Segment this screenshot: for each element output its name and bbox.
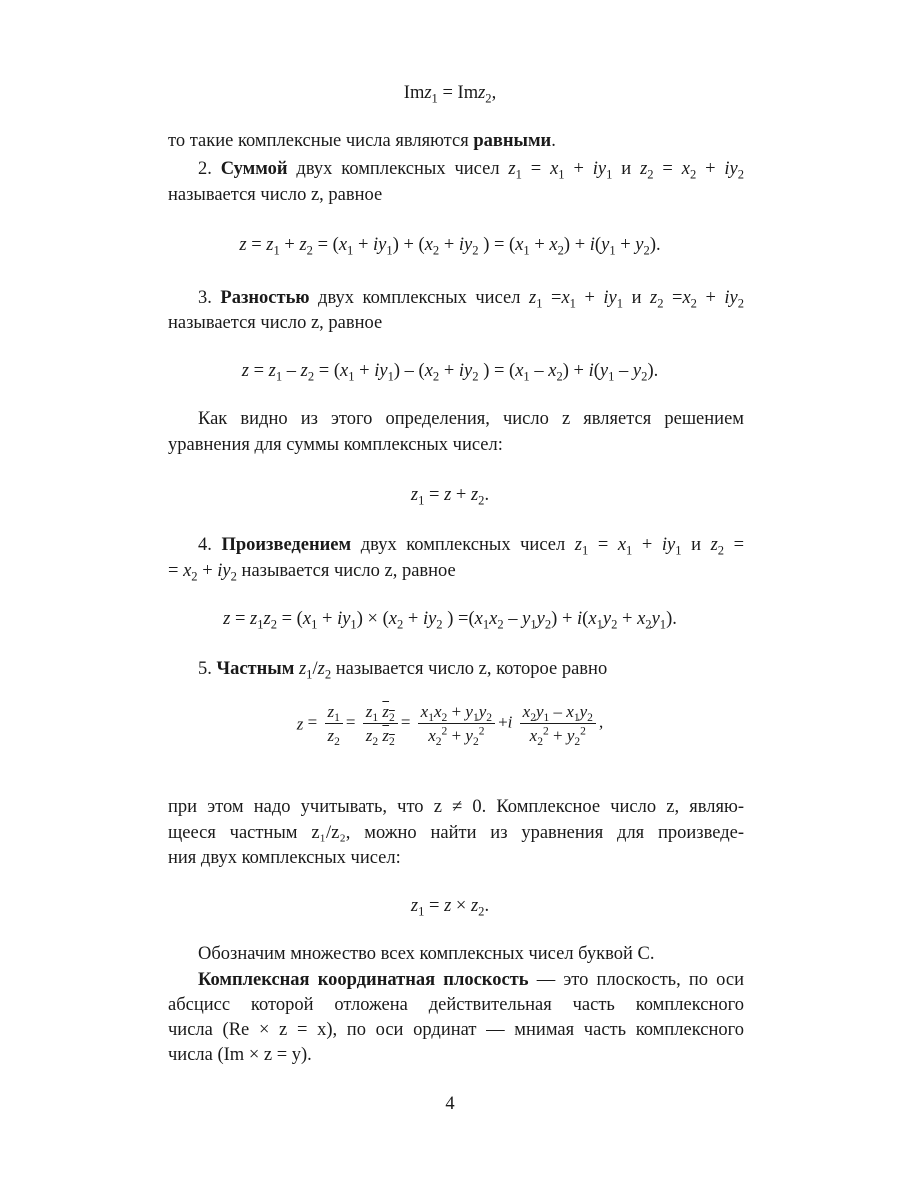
paragraph-seen-2: уравнения для суммы комплексных чисел: [168,435,503,455]
formula-im-equality: Imz$_1$ = Imz$_2$, [403,83,497,106]
paragraph-seen-1: Как видно из этого определения, число z является решением [198,409,744,429]
paragraph-sum-called: называется число z, равное [168,185,383,205]
paragraph-plane-1: Комплексная координатная плоскость — это плоскость, по оси [198,970,744,990]
paragraph-note-1: при этом надо учитывать, что z ≠ 0. Комплексное число z, являю- [168,797,744,817]
paragraph-diff-called: называется число z, равное [168,313,383,333]
paragraph-plane-3: числа (Re × z = x), по оси ординат — мнимая часть комплексного [168,1020,744,1040]
paragraph-product-called: = $x_2 + iy_2$ называется число z, равное [168,561,456,584]
formula-z1-product: $z_1 = z \times z_2$. [410,896,490,919]
page-number: 4 [445,1094,455,1114]
paragraph-product-definition: 4. Произведением двух комплексных чисел $z_1 = x_1 + iy_1$ и $z_2$ = [198,535,745,558]
formula-difference: $z = z_1 - z_2 = (x_1 + iy_1) - (x_2 + iy_2$ ) = $(x_1 - x_2) + i(y_1 - y_2)$. [241,361,659,384]
paragraph-diff-definition: 3. Разностью двух комплексных чисел $z_1 =x_1 + iy_1$ и $z_2 =x_2 + iy_2$ [198,288,745,311]
formula-sum: $z = z_1 + z_2 = (x_1 + iy_1) + (x_2 + iy_2$ ) = $(x_1 + x_2) + i(y_1 + y_2)$. [239,235,661,258]
paragraph-note-2: щееся частным z₁/z₂, можно найти из уравнения для произведе- [168,823,744,843]
paragraph-sum-definition: 2. Суммой двух комплексных чисел $z_1 = x_1 + iy_1$ и $z_2 = x_2 + iy_2$ [198,159,745,182]
formula-product: $z = z_1z_2 = (x_1 + iy_1) \times (x_2 + iy_2$ ) $=(x_1x_2 - y_1y_2) + i(x_1y_2 + x_2y_1)$. [223,609,677,632]
formula-z1-sum: $z_1 = z + z_2$. [410,485,490,508]
paragraph-set-c: Обозначим множество всех комплексных чисел буквой C. [198,944,655,964]
paragraph-quotient-definition: 5. Частным $z_1/z_2$ называется число z, которое равно [198,659,608,682]
paragraph-equal: то такие комплексные числа являются равными. [168,131,556,151]
paragraph-plane-2: абсцисс которой отложена действительная часть комплексного [168,995,744,1015]
paragraph-note-3: ния двух комплексных чисел: [168,848,401,868]
paragraph-plane-4: числа (Im × z = y). [168,1045,312,1065]
formula-quotient: z = $\frac{z_1}{z_2}$ = $\frac{z_1 z_2}{z_2 z_2}$ = $\frac{x_1x_2 + y_1y_2}{x_2^2 + y_2^2}$ +i $\frac{x_2y_1 - x_1y_2}{x_2^2 + y_2^2}$ , [296,702,604,749]
